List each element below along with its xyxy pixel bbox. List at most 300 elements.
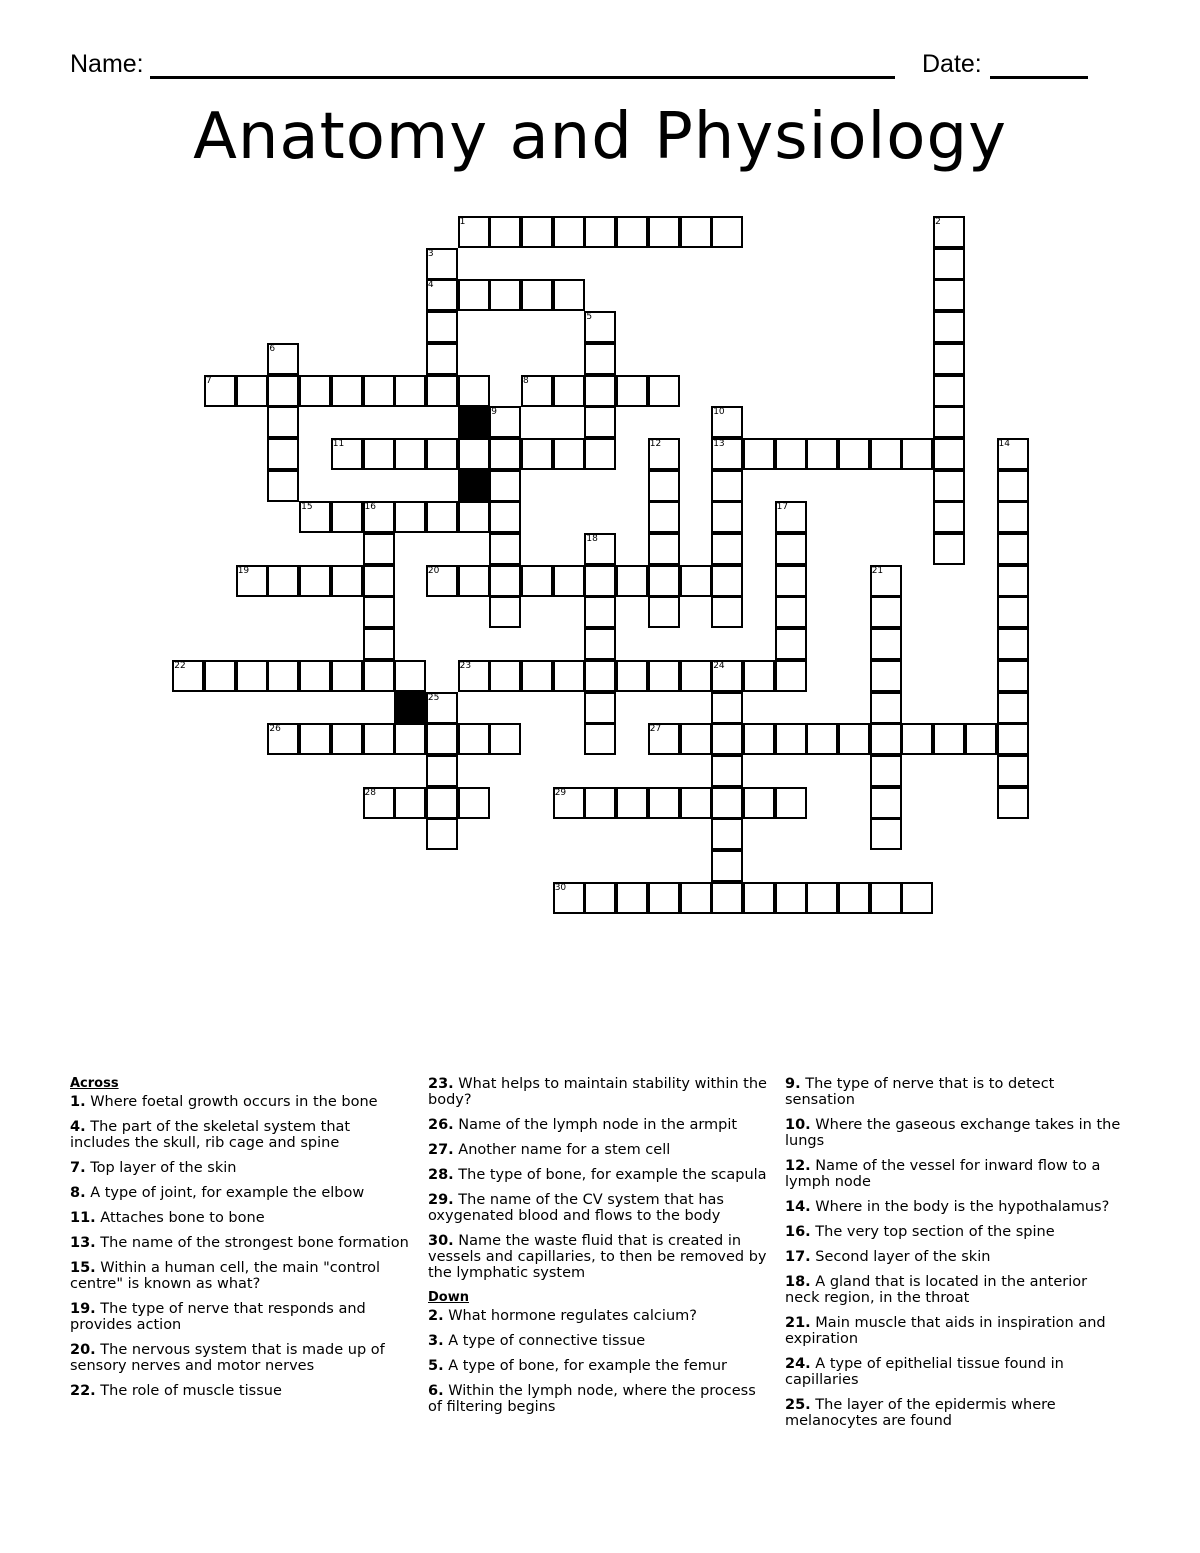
grid-cell[interactable] bbox=[870, 723, 902, 755]
grid-cell[interactable] bbox=[711, 692, 743, 724]
grid-cell[interactable] bbox=[711, 755, 743, 787]
grid-cell[interactable] bbox=[870, 660, 902, 692]
grid-cell[interactable] bbox=[426, 343, 458, 375]
grid-cell[interactable] bbox=[394, 438, 426, 470]
grid-cell[interactable] bbox=[331, 723, 363, 755]
grid-cell[interactable] bbox=[901, 438, 933, 470]
clue-item bbox=[785, 1076, 1125, 1108]
grid-cell[interactable] bbox=[553, 565, 585, 597]
grid-cell[interactable] bbox=[933, 311, 965, 343]
grid-cell[interactable] bbox=[997, 660, 1029, 692]
clue-number: 30 bbox=[554, 882, 567, 893]
grid-cell[interactable] bbox=[933, 470, 965, 502]
clue-item-text: The nervous system that is made up of sensory nerves and motor nerves bbox=[70, 1342, 385, 1374]
grid-cell[interactable] bbox=[997, 628, 1029, 660]
grid-cell[interactable] bbox=[426, 375, 458, 407]
grid-cell[interactable] bbox=[363, 375, 395, 407]
clue-item-number: 19. bbox=[70, 1301, 96, 1317]
clue-item-text: What helps to maintain stability within the body? bbox=[428, 1076, 767, 1108]
grid-cell[interactable] bbox=[648, 787, 680, 819]
date-label: Date: bbox=[922, 50, 982, 78]
clue-number: 26 bbox=[269, 724, 281, 735]
grid-cell[interactable] bbox=[331, 501, 363, 533]
grid-cell[interactable] bbox=[363, 596, 395, 628]
clue-item-number: 28. bbox=[428, 1167, 454, 1183]
grid-cell[interactable] bbox=[933, 501, 965, 533]
grid-cell[interactable] bbox=[648, 470, 680, 502]
grid-cell[interactable] bbox=[648, 882, 680, 914]
grid-cell[interactable] bbox=[775, 596, 807, 628]
grid-cell[interactable] bbox=[299, 375, 331, 407]
grid-cell[interactable] bbox=[489, 596, 521, 628]
clue-item-text: Second layer of the skin bbox=[810, 1249, 991, 1265]
clue-number: 14 bbox=[998, 438, 1010, 449]
clue-item bbox=[70, 1119, 410, 1151]
grid-cell[interactable] bbox=[933, 533, 965, 565]
grid-cell[interactable] bbox=[521, 565, 553, 597]
grid-cell[interactable] bbox=[711, 216, 743, 248]
clue-number: 20 bbox=[427, 565, 440, 576]
grid-cell[interactable] bbox=[363, 565, 395, 597]
grid-cell[interactable] bbox=[584, 692, 616, 724]
clue-item-text: Another name for a stem cell bbox=[453, 1142, 671, 1158]
grid-cell[interactable] bbox=[584, 882, 616, 914]
grid-cell[interactable] bbox=[711, 818, 743, 850]
clue-item-text: The role of muscle tissue bbox=[95, 1383, 282, 1399]
grid-cell[interactable] bbox=[775, 628, 807, 660]
clues-column-1 bbox=[70, 1076, 410, 1408]
clue-item bbox=[428, 1192, 768, 1224]
clue-item-number: 11. bbox=[70, 1210, 96, 1226]
clue-item-text: A type of epithelial tissue found in capillaries bbox=[785, 1356, 1064, 1388]
clue-item bbox=[70, 1210, 410, 1226]
clue-item-text: Main muscle that aids in inspiration and expiration bbox=[785, 1315, 1106, 1347]
grid-cell[interactable] bbox=[870, 818, 902, 850]
clue-item-number: 17. bbox=[785, 1249, 811, 1265]
clue-number: 28 bbox=[364, 787, 376, 798]
grid-cell[interactable] bbox=[997, 787, 1029, 819]
grid-cell[interactable] bbox=[743, 882, 775, 914]
grid-cell[interactable] bbox=[521, 660, 553, 692]
grid-cell[interactable] bbox=[775, 660, 807, 692]
clue-item-text: The layer of the epidermis where melanocytes are found bbox=[785, 1397, 1056, 1429]
grid-cell[interactable] bbox=[711, 882, 743, 914]
clue-item-text: Within a human cell, the main "control centre" is known as what? bbox=[70, 1260, 381, 1292]
grid-cell[interactable] bbox=[680, 565, 712, 597]
grid-cell[interactable] bbox=[711, 850, 743, 882]
clue-item bbox=[428, 1358, 768, 1374]
clue-number: 13 bbox=[713, 438, 725, 449]
grid-cell[interactable] bbox=[267, 660, 299, 692]
grid-cell[interactable] bbox=[616, 375, 648, 407]
clue-item-number: 23. bbox=[428, 1076, 454, 1092]
clue-item bbox=[428, 1142, 768, 1158]
clue-number: 11 bbox=[332, 438, 345, 449]
grid-cell[interactable] bbox=[997, 533, 1029, 565]
down-heading: Down bbox=[428, 1290, 469, 1305]
grid-cell[interactable] bbox=[806, 882, 838, 914]
clue-item-text: A type of bone, for example the femur bbox=[443, 1358, 728, 1374]
clue-item-text: The very top section of the spine bbox=[810, 1224, 1055, 1240]
grid-cell[interactable] bbox=[363, 438, 395, 470]
clue-item-number: 1. bbox=[70, 1094, 86, 1110]
clue-number: 21 bbox=[871, 565, 884, 576]
grid-cell[interactable] bbox=[743, 660, 775, 692]
clue-number: 10 bbox=[713, 407, 725, 418]
clue-number: 22 bbox=[174, 660, 186, 671]
grid-cell[interactable] bbox=[584, 343, 616, 375]
grid-cell[interactable] bbox=[299, 723, 331, 755]
grid-cell[interactable] bbox=[616, 660, 648, 692]
grid-cell[interactable] bbox=[997, 470, 1029, 502]
grid-cell[interactable] bbox=[363, 660, 395, 692]
clue-item-number: 16. bbox=[785, 1224, 811, 1240]
black-cell bbox=[394, 692, 426, 724]
grid-cell[interactable] bbox=[267, 565, 299, 597]
grid-cell[interactable] bbox=[489, 279, 521, 311]
clue-item-text: Attaches bone to bone bbox=[95, 1210, 265, 1226]
grid-cell[interactable] bbox=[680, 216, 712, 248]
clue-item bbox=[785, 1274, 1125, 1306]
clue-item-number: 2. bbox=[428, 1308, 444, 1324]
grid-cell[interactable] bbox=[267, 470, 299, 502]
grid-cell[interactable] bbox=[997, 596, 1029, 628]
clue-item-text: The type of nerve that is to detect sensation bbox=[785, 1076, 1055, 1108]
clue-item-number: 20. bbox=[70, 1342, 96, 1358]
clue-item bbox=[785, 1249, 1125, 1265]
grid-cell[interactable] bbox=[553, 660, 585, 692]
clue-item bbox=[70, 1160, 410, 1176]
grid-cell[interactable] bbox=[648, 216, 680, 248]
clue-number: 29 bbox=[554, 787, 567, 798]
grid-cell[interactable] bbox=[521, 438, 553, 470]
grid-cell[interactable] bbox=[648, 375, 680, 407]
grid-cell[interactable] bbox=[648, 596, 680, 628]
across-heading: Across bbox=[70, 1076, 119, 1091]
clue-item bbox=[70, 1185, 410, 1201]
grid-cell[interactable] bbox=[394, 723, 426, 755]
grid-cell[interactable] bbox=[331, 660, 363, 692]
grid-cell[interactable] bbox=[267, 375, 299, 407]
grid-cell[interactable] bbox=[204, 660, 236, 692]
grid-cell[interactable] bbox=[680, 660, 712, 692]
clue-item-text: Where in the body is the hypothalamus? bbox=[810, 1199, 1110, 1215]
clue-item-number: 27. bbox=[428, 1142, 454, 1158]
clue-item bbox=[70, 1260, 410, 1292]
clue-item-text: A type of connective tissue bbox=[443, 1333, 646, 1349]
grid-cell[interactable] bbox=[933, 279, 965, 311]
clue-item-text: The name of the CV system that has oxygenated blood and flows to the body bbox=[428, 1192, 724, 1224]
grid-cell[interactable] bbox=[648, 533, 680, 565]
grid-cell[interactable] bbox=[458, 438, 490, 470]
clue-item-number: 10. bbox=[785, 1117, 811, 1133]
grid-cell[interactable] bbox=[584, 406, 616, 438]
grid-cell[interactable] bbox=[394, 501, 426, 533]
grid-cell[interactable] bbox=[933, 438, 965, 470]
clue-item bbox=[428, 1076, 768, 1108]
clue-item-number: 21. bbox=[785, 1315, 811, 1331]
grid-cell[interactable] bbox=[458, 279, 490, 311]
grid-cell[interactable] bbox=[553, 279, 585, 311]
page-title: Anatomy and Physiology bbox=[193, 100, 1007, 174]
grid-cell[interactable] bbox=[680, 882, 712, 914]
clue-item-number: 15. bbox=[70, 1260, 96, 1276]
grid-cell[interactable] bbox=[426, 787, 458, 819]
grid-cell[interactable] bbox=[584, 628, 616, 660]
clue-number: 23 bbox=[459, 660, 472, 671]
clue-item-text: The name of the strongest bone formation bbox=[95, 1235, 409, 1251]
clue-item-number: 12. bbox=[785, 1158, 811, 1174]
clue-item-number: 9. bbox=[785, 1076, 801, 1092]
grid-cell[interactable] bbox=[997, 501, 1029, 533]
grid-cell[interactable] bbox=[394, 375, 426, 407]
grid-cell[interactable] bbox=[267, 438, 299, 470]
clue-number: 24 bbox=[713, 660, 725, 671]
clue-item-number: 29. bbox=[428, 1192, 454, 1208]
clue-item bbox=[428, 1167, 768, 1183]
clue-item bbox=[428, 1233, 768, 1281]
grid-cell[interactable] bbox=[584, 596, 616, 628]
clue-item-text: Name of the lymph node in the armpit bbox=[453, 1117, 738, 1133]
clue-item-number: 3. bbox=[428, 1333, 444, 1349]
clue-item-number: 13. bbox=[70, 1235, 96, 1251]
grid-cell[interactable] bbox=[363, 628, 395, 660]
grid-cell[interactable] bbox=[680, 723, 712, 755]
clue-item bbox=[428, 1383, 768, 1415]
grid-cell[interactable] bbox=[553, 375, 585, 407]
clue-item bbox=[428, 1308, 768, 1324]
grid-cell[interactable] bbox=[489, 533, 521, 565]
clue-number: 6 bbox=[269, 343, 276, 354]
clue-item-number: 14. bbox=[785, 1199, 811, 1215]
grid-cell[interactable] bbox=[521, 279, 553, 311]
grid-cell[interactable] bbox=[648, 565, 680, 597]
grid-cell[interactable] bbox=[553, 216, 585, 248]
grid-cell[interactable] bbox=[458, 723, 490, 755]
grid-cell[interactable] bbox=[711, 533, 743, 565]
grid-cell[interactable] bbox=[394, 787, 426, 819]
clue-item bbox=[70, 1235, 410, 1251]
clue-item-number: 18. bbox=[785, 1274, 811, 1290]
grid-cell[interactable] bbox=[711, 723, 743, 755]
grid-cell[interactable] bbox=[901, 882, 933, 914]
clues-column-2 bbox=[428, 1076, 768, 1424]
clue-item-number: 26. bbox=[428, 1117, 454, 1133]
grid-cell[interactable] bbox=[616, 565, 648, 597]
clue-number: 12 bbox=[649, 438, 662, 449]
grid-cell[interactable] bbox=[648, 660, 680, 692]
grid-cell[interactable] bbox=[743, 723, 775, 755]
clue-number: 15 bbox=[301, 502, 313, 513]
grid-cell[interactable] bbox=[870, 628, 902, 660]
grid-cell[interactable] bbox=[363, 533, 395, 565]
grid-cell[interactable] bbox=[489, 565, 521, 597]
clues-column-3 bbox=[785, 1076, 1125, 1438]
clue-number: 5 bbox=[586, 312, 593, 323]
grid-cell[interactable] bbox=[394, 660, 426, 692]
grid-cell[interactable] bbox=[806, 438, 838, 470]
clue-item bbox=[785, 1117, 1125, 1149]
clue-item-text: Name the waste fluid that is created in vessels and capillaries, to then be removed by the lymphatic system bbox=[428, 1233, 767, 1281]
grid-cell[interactable] bbox=[426, 723, 458, 755]
grid-cell[interactable] bbox=[870, 438, 902, 470]
grid-cell[interactable] bbox=[711, 501, 743, 533]
clue-number: 16 bbox=[364, 502, 376, 513]
grid-cell[interactable] bbox=[331, 375, 363, 407]
grid-cell[interactable] bbox=[711, 787, 743, 819]
clue-item bbox=[785, 1199, 1125, 1215]
grid-cell[interactable] bbox=[743, 438, 775, 470]
grid-cell[interactable] bbox=[584, 438, 616, 470]
grid-cell[interactable] bbox=[489, 216, 521, 248]
clue-number: 8 bbox=[523, 375, 529, 386]
grid-cell[interactable] bbox=[584, 216, 616, 248]
clue-item-text: The part of the skeletal system that includes the skull, rib cage and spine bbox=[70, 1119, 351, 1151]
black-cell bbox=[458, 406, 490, 438]
clue-number: 27 bbox=[649, 724, 662, 735]
clue-item-text: A gland that is located in the anterior neck region, in the throat bbox=[785, 1274, 1088, 1306]
clue-item bbox=[785, 1158, 1125, 1190]
grid-cell[interactable] bbox=[426, 311, 458, 343]
clue-item bbox=[70, 1301, 410, 1333]
grid-cell[interactable] bbox=[997, 565, 1029, 597]
clue-number: 7 bbox=[206, 375, 212, 386]
grid-cell[interactable] bbox=[584, 787, 616, 819]
clue-item bbox=[428, 1333, 768, 1349]
clue-number: 19 bbox=[237, 565, 250, 576]
clue-item-number: 24. bbox=[785, 1356, 811, 1372]
grid-cell[interactable] bbox=[711, 565, 743, 597]
grid-cell[interactable] bbox=[933, 343, 965, 375]
grid-cell[interactable] bbox=[775, 882, 807, 914]
grid-cell[interactable] bbox=[775, 533, 807, 565]
clue-number: 18 bbox=[586, 534, 598, 544]
grid-cell[interactable] bbox=[870, 692, 902, 724]
clue-item-number: 7. bbox=[70, 1160, 86, 1176]
grid-cell[interactable] bbox=[775, 787, 807, 819]
clue-item-text: The type of bone, for example the scapula bbox=[453, 1167, 767, 1183]
grid-cell[interactable] bbox=[616, 882, 648, 914]
grid-cell[interactable] bbox=[775, 723, 807, 755]
clue-item-text: What hormone regulates calcium? bbox=[443, 1308, 697, 1324]
clue-item bbox=[70, 1342, 410, 1374]
clue-item-text: The type of nerve that responds and provides action bbox=[70, 1301, 366, 1333]
name-label: Name: bbox=[70, 50, 144, 78]
grid-cell[interactable] bbox=[775, 565, 807, 597]
grid-cell[interactable] bbox=[426, 438, 458, 470]
grid-cell[interactable] bbox=[933, 406, 965, 438]
clue-item-number: 8. bbox=[70, 1185, 86, 1201]
grid-cell[interactable] bbox=[648, 501, 680, 533]
grid-cell[interactable] bbox=[584, 565, 616, 597]
grid-cell[interactable] bbox=[299, 660, 331, 692]
grid-cell[interactable] bbox=[426, 755, 458, 787]
grid-cell[interactable] bbox=[489, 660, 521, 692]
clue-item bbox=[428, 1117, 768, 1133]
grid-cell[interactable] bbox=[680, 787, 712, 819]
grid-cell[interactable] bbox=[236, 375, 268, 407]
grid-cell[interactable] bbox=[458, 501, 490, 533]
grid-cell[interactable] bbox=[458, 787, 490, 819]
grid-cell[interactable] bbox=[838, 723, 870, 755]
clue-number: 1 bbox=[459, 217, 466, 227]
grid-cell[interactable] bbox=[933, 375, 965, 407]
grid-cell[interactable] bbox=[870, 787, 902, 819]
clue-number: 3 bbox=[427, 248, 434, 259]
grid-cell[interactable] bbox=[933, 723, 965, 755]
grid-cell[interactable] bbox=[489, 501, 521, 533]
grid-cell[interactable] bbox=[965, 723, 997, 755]
clue-item-text: Name of the vessel for inward flow to a lymph node bbox=[785, 1158, 1101, 1190]
grid-cell[interactable] bbox=[806, 723, 838, 755]
clue-number: 25 bbox=[427, 692, 440, 703]
grid-cell[interactable] bbox=[743, 787, 775, 819]
grid-cell[interactable] bbox=[299, 565, 331, 597]
grid-cell[interactable] bbox=[838, 882, 870, 914]
clue-item-text: Top layer of the skin bbox=[85, 1160, 237, 1176]
grid-cell[interactable] bbox=[870, 755, 902, 787]
clue-item-number: 30. bbox=[428, 1233, 454, 1249]
grid-cell[interactable] bbox=[838, 438, 870, 470]
grid-cell[interactable] bbox=[997, 755, 1029, 787]
grid-cell[interactable] bbox=[331, 565, 363, 597]
grid-cell[interactable] bbox=[933, 248, 965, 280]
clue-item-number: 6. bbox=[428, 1383, 444, 1399]
grid-cell[interactable] bbox=[616, 787, 648, 819]
clue-item bbox=[785, 1224, 1125, 1240]
grid-cell[interactable] bbox=[489, 723, 521, 755]
grid-cell[interactable] bbox=[553, 438, 585, 470]
grid-cell[interactable] bbox=[711, 596, 743, 628]
grid-cell[interactable] bbox=[267, 406, 299, 438]
grid-cell[interactable] bbox=[997, 692, 1029, 724]
grid-cell[interactable] bbox=[489, 470, 521, 502]
grid-cell[interactable] bbox=[426, 501, 458, 533]
grid-cell[interactable] bbox=[901, 723, 933, 755]
clue-item bbox=[70, 1383, 410, 1399]
clue-item-text: Where the gaseous exchange takes in the lungs bbox=[785, 1117, 1121, 1149]
grid-cell[interactable] bbox=[236, 660, 268, 692]
grid-cell[interactable] bbox=[363, 723, 395, 755]
grid-cell[interactable] bbox=[426, 818, 458, 850]
grid-cell[interactable] bbox=[584, 375, 616, 407]
grid-cell[interactable] bbox=[775, 438, 807, 470]
grid-cell[interactable] bbox=[458, 375, 490, 407]
grid-cell[interactable] bbox=[997, 723, 1029, 755]
grid-cell[interactable] bbox=[489, 438, 521, 470]
clue-number: 9 bbox=[491, 407, 498, 418]
clue-item-number: 22. bbox=[70, 1383, 96, 1399]
grid-cell[interactable] bbox=[521, 216, 553, 248]
clue-item bbox=[785, 1397, 1125, 1429]
clue-item-number: 5. bbox=[428, 1358, 444, 1374]
grid-cell[interactable] bbox=[870, 596, 902, 628]
clue-item bbox=[785, 1315, 1125, 1347]
grid-cell[interactable] bbox=[870, 882, 902, 914]
clue-item-text: Within the lymph node, where the process of filtering begins bbox=[428, 1383, 756, 1415]
grid-cell[interactable] bbox=[584, 723, 616, 755]
clue-item-text: A type of joint, for example the elbow bbox=[85, 1185, 365, 1201]
clue-item bbox=[785, 1356, 1125, 1388]
clue-item-number: 25. bbox=[785, 1397, 811, 1413]
clue-number: 4 bbox=[427, 280, 434, 291]
grid-cell[interactable] bbox=[458, 565, 490, 597]
black-cell bbox=[458, 470, 490, 502]
grid-cell[interactable] bbox=[711, 470, 743, 502]
grid-cell[interactable] bbox=[616, 216, 648, 248]
clue-item-number: 4. bbox=[70, 1119, 86, 1135]
grid-cell[interactable] bbox=[584, 660, 616, 692]
